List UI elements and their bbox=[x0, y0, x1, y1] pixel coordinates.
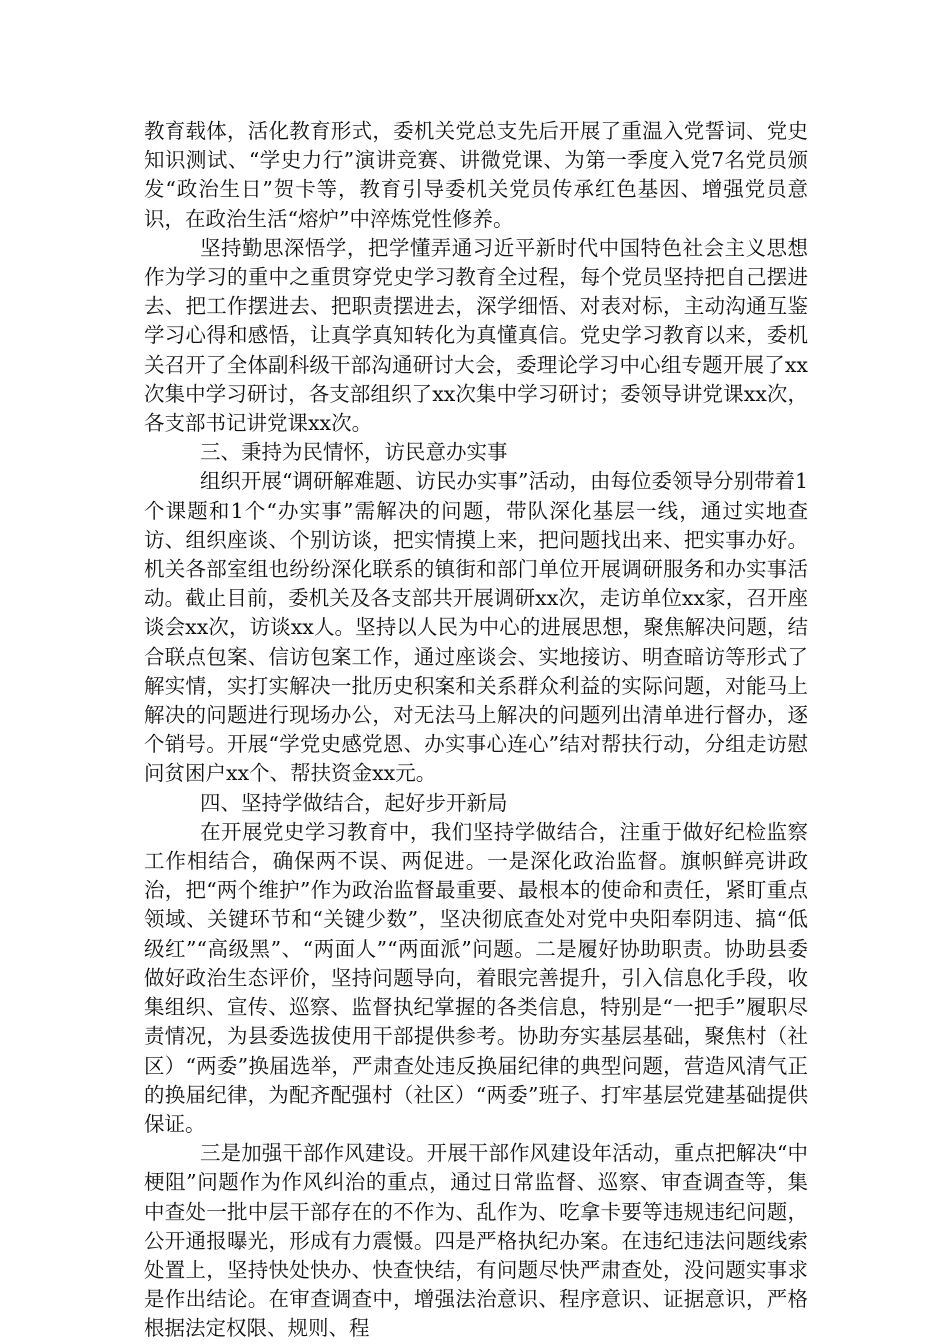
section-heading-4: 四、坚持学做结合，起好步开新局 bbox=[200, 790, 508, 815]
paragraph-6: 在开展党史学习教育中，我们坚持学做结合，注重于做好纪检监察工作相结合，确保两不误、两促进。一是深化政治监督。旗帜鲜亮讲政治，把“两个维护”作为政治监督最重要、最根本的使命和责任，紧盯重点领域、关键环节和“关键少数”，坚决彻底查处对党中央阳奉阴违、搞“低级红”“高级黑”、“两面人”“两面派”问题。二是履好协助职责。协助县委做好政治生态评价，坚持问题导向，着眼完善提升，引入信息化手段，收集组织、宣传、巡察、监督执纪掌握的各类信息，特别是“一把手”履职尽责情况，为县委选拔使用干部提供参考。协助夯实基层基础，聚焦村（社区）“两委”换届选举，严肃查处违反换届纪律的典型问题，营造风清气正的换届纪律，为配齐配强村（社区）“两委”班子、打牢基层党建基础提供保证。 bbox=[144, 819, 808, 1136]
section-heading-3: 三、秉持为民情怀，访民意办实事 bbox=[200, 440, 508, 465]
paragraph-7: 三是加强干部作风建设。开展干部作风建设年活动，重点把解决“中梗阻”问题作为作风纠治的重点，通过日常监督、巡察、审查调查等，集中查处一批中层干部存在的不作为、乱作为、吃拿卡要等违规违纪问题，公开通报曝光，形成有力震慑。四是严格执纪办案。在违纪违法问题线索处置上，坚持快处快办、快查快结，有问题尽快严肃查处，没问题实事求是作出结论。在审查调查中，增强法治意识、程序意识、证据意识，严格根据法定权限、规则、程 bbox=[144, 1141, 808, 1341]
document-body bbox=[144, 117, 808, 1344]
paragraph-4: 组织开展“调研解难题、访民办实事”活动，由每位委领导分别带着1个课题和1个“办实事”需解决的问题，带队深化基层一线，通过实地查访、组织座谈、个别访谈，把实情摸上来，把问题找出来、把实事办好。机关各部室组也纷纷深化联系的镇街和部门单位开展调研服务和办实事活动。截止目前，委机关及各支部共开展调研xx次，走访单位xx家，召开座谈会xx次，访谈xx人。坚持以人民为中心的进展思想，聚焦解决问题，结合联点包案、信访包案工作，通过座谈会、实地接访、明查暗访等形式了解实情，实打实解决一批历史积案和关系群众利益的实际问题，对能马上解决的问题进行现场办公，对无法马上解决的问题列出清单进行督办，逐个销号。开展“学党史感党恩、办实事心连心”结对帮扶行动，分组走访慰问贫困户xx个、帮扶资金xx元。 bbox=[144, 469, 809, 786]
paragraph-1: 教育载体，活化教育形式，委机关党总支先后开展了重温入党誓词、党史知识测试、“学史力行”演讲竞赛、讲微党课、为第一季度入党7名党员颁发“政治生日”贺卡等，教育引导委机关党员传承红色基因、增强党员意识，在政治生活“熔炉”中淬炼党性修养。 bbox=[144, 119, 808, 231]
paragraph-2: 坚持勤思深悟学，把学懂弄通习近平新时代中国特色社会主义思想作为学习的重中之重贯穿党史学习教育全过程，每个党员坚持把自己摆进去、把工作摆进去、把职责摆进去，深学细悟、对表对标，主动沟通互鉴学习心得和感悟，让真学真知转化为真懂真信。党史学习教育以来，委机关召开了全体副科级干部沟通研讨大会，委理论学习中心组专题开展了xx次集中学习研讨，各支部组织了xx次集中学习研讨；委领导讲党课xx次，各支部书记讲党课xx次。 bbox=[144, 235, 808, 436]
